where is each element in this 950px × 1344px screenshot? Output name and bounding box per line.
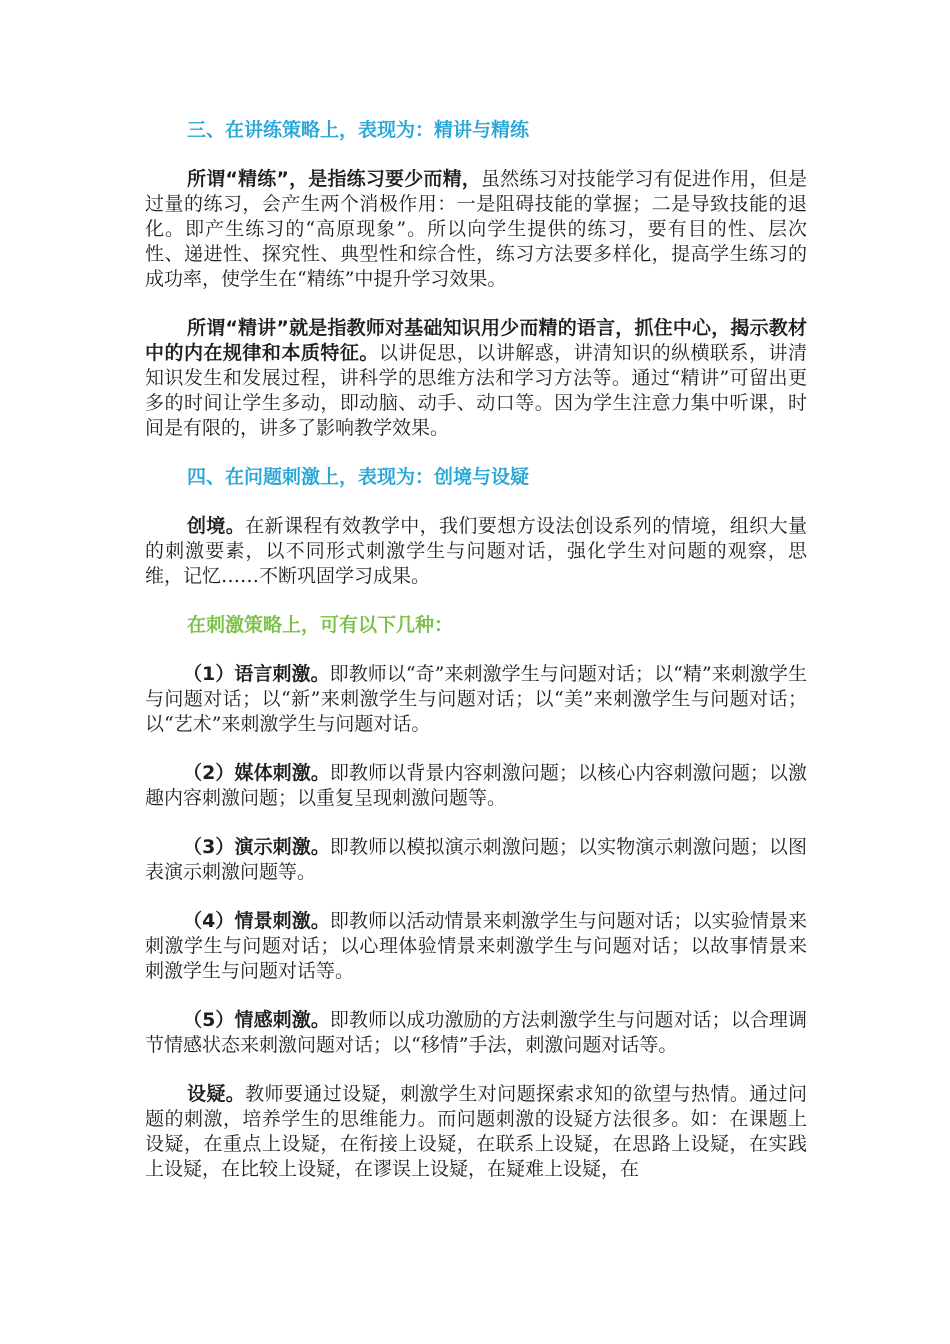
paragraph-chuangjing bbox=[145, 514, 807, 589]
section-heading-3: 三、在讲练策略上，表现为：精讲与精练 bbox=[187, 119, 530, 141]
list-item-lead: （4）情景刺激。 bbox=[183, 910, 330, 932]
list-item-lead: （3）演示刺激。 bbox=[183, 836, 330, 858]
list-item-lead: （1）语言刺激。 bbox=[183, 663, 330, 685]
section-heading-4: 四、在问题刺激上，表现为：创境与设疑 bbox=[187, 466, 530, 488]
paragraph-lead: 创境。 bbox=[187, 515, 246, 537]
list-item-body: 即教师以成功激励的方法刺激学生与问题对话；以合理调节情感状态来刺激问题对话；以“移情”手法，刺激问题对话等。 bbox=[145, 1009, 807, 1056]
list-item-scene bbox=[145, 909, 807, 984]
paragraph-lead: 所谓“精讲”就是指教师对基础知识用少而精的语言，抓住中心，揭示教材中的内在规律和本质特征。 bbox=[145, 317, 807, 364]
paragraph-jinglian bbox=[145, 167, 807, 292]
paragraph-body: 以讲促思，以讲解惑，讲清知识的纵横联系，讲清知识发生和发展过程，讲科学的思维方法和学习方法等。通过“精讲”可留出更多的时间让学生多动，即动脑、动手、动口等。因为学生注意力集中听课，时间是有限的，讲多了影响教学效果。 bbox=[145, 342, 807, 439]
paragraph-lead: 所谓“精练”，是指练习要少而精， bbox=[187, 168, 481, 190]
paragraph-body: 在新课程有效教学中，我们要想方设法创设系列的情境，组织大量的刺激要素，以不同形式刺激学生与问题对话，强化学生对问题的观察，思维，记忆……不断巩固学习成果。 bbox=[145, 515, 807, 587]
list-item-demo bbox=[145, 835, 807, 885]
list-item-lead: （2）媒体刺激。 bbox=[183, 762, 330, 784]
list-item-language bbox=[145, 662, 807, 737]
list-item-body: 即教师以“奇”来刺激学生与问题对话；以“精”来刺激学生与问题对话；以“新”来刺激学生与问题对话；以“美”来刺激学生与问题对话；以“艺术”来刺激学生与问题对话。 bbox=[145, 663, 807, 735]
paragraph-body: 教师要通过设疑，刺激学生对问题探索求知的欲望与热情。通过问题的刺激，培养学生的思维能力。而问题刺激的设疑方法很多。如：在课题上设疑，在重点上设疑，在衔接上设疑，在联系上设疑，在思路上设疑，在实践上设疑，在比较上设疑，在谬误上设疑，在疑难上设疑，在 bbox=[145, 1083, 807, 1180]
list-item-body: 即教师以背景内容刺激问题；以核心内容刺激问题；以激趣内容刺激问题；以重复呈现刺激问题等。 bbox=[145, 762, 807, 809]
sub-heading-stimulus: 在刺激策略上，可有以下几种： bbox=[187, 614, 454, 636]
paragraph-jingjiang bbox=[145, 316, 807, 441]
list-item-body: 即教师以模拟演示刺激问题；以实物演示刺激问题；以图表演示刺激问题等。 bbox=[145, 836, 807, 883]
list-item-lead: （5）情感刺激。 bbox=[183, 1009, 330, 1031]
list-item-body: 即教师以活动情景来刺激学生与问题对话；以实验情景来刺激学生与问题对话；以心理体验情景来刺激学生与问题对话；以故事情景来刺激学生与问题对话等。 bbox=[145, 910, 807, 982]
paragraph-sheyi bbox=[145, 1082, 807, 1182]
list-item-emotion bbox=[145, 1008, 807, 1058]
list-item-media bbox=[145, 761, 807, 811]
document-page bbox=[145, 118, 807, 1182]
paragraph-body: 虽然练习对技能学习有促进作用，但是过量的练习，会产生两个消极作用：一是阻碍技能的掌握；二是导致技能的退化。即产生练习的“高原现象”。所以向学生提供的练习，要有目的性、层次性、递进性、探究性、典型性和综合性，练习方法要多样化，提高学生练习的成功率，使学生在“精练”中提升学习效果。 bbox=[145, 168, 807, 290]
paragraph-lead: 设疑。 bbox=[187, 1083, 246, 1105]
